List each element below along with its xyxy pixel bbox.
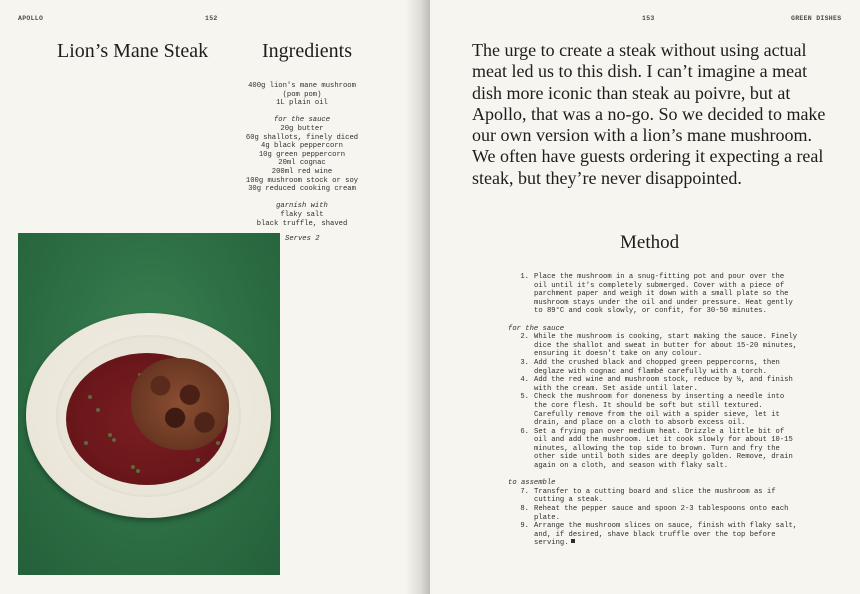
method-step: 8. Reheat the pepper sauce and spoon 2-3 tablespoons onto each plate.	[520, 505, 789, 522]
method-section-label: to assemble	[508, 479, 556, 488]
ingredient-section-label: garnish with	[276, 202, 328, 211]
ingredient-item: 10g green peppercorn	[258, 150, 346, 159]
method-step: 1. Place the mushroom in a snug-fitting pot and pour over the oil until it's completely submerged. Cover with a piece of parchment paper and weigh it down with a small plate so the mushroom stays under the oil and under pressure. Heat gently to 89°C and cook slowly, or confit, for 30-50 minutes.	[520, 273, 793, 316]
ingredient-section-label: for the sauce	[273, 116, 331, 125]
method-step: 3. Add the crushed black and chopped green peppercorns, then deglaze with cognac and flambé carefully with a torch.	[520, 358, 780, 376]
dish-photo	[18, 233, 280, 575]
mushroom-steak	[131, 358, 229, 450]
page-number-left: 152	[205, 15, 218, 22]
recipe-title: Lion’s Mane Steak	[57, 40, 209, 62]
running-head-left: APOLLO	[18, 15, 44, 22]
plate	[26, 313, 271, 518]
ingredient-item: 1L plain oil	[276, 99, 328, 108]
ingredient-item: 30g reduced cooking cream	[248, 185, 356, 194]
page-number-right: 153	[642, 15, 655, 22]
ingredients-heading: Ingredients	[262, 40, 352, 62]
ingredient-item: 400g lion's mane mushroom	[248, 82, 356, 90]
ingredients-list	[232, 82, 372, 228]
serves-label: Serves 2	[285, 235, 320, 243]
running-head-right: GREEN DISHES	[791, 15, 842, 22]
method-step: 5. Check the mushroom for doneness by inserting a needle into the core flesh. It should be soft but still textured. Carefully remove from the oil with a spider sieve, let it drain, and place on a cloth to absorb excess oil.	[520, 393, 785, 428]
method-heading: Method	[620, 232, 680, 253]
ingredient-item: 20ml cognac	[278, 159, 326, 168]
ingredient-item: 4g black peppercorn	[261, 142, 343, 151]
ingredient-item: 100g mushroom stock or soy	[245, 176, 359, 185]
ingredient-item: flaky salt	[280, 210, 324, 219]
ingredient-item: (pom pom)	[282, 90, 322, 99]
method-step: 2. While the mushroom is cooking, start making the sauce. Finely dice the shallot and sweat in butter for about 15-20 minutes, ensuring it doesn't take on any colour.	[520, 333, 798, 359]
method-step: 6. Set a frying pan over medium heat. Drizzle a little bit of oil and add the mushroom. Let it cook slowly for about 10-15 minutes, allowing the top side to brown. Turn and fry the other side until both sides are deeply golden. Remove, drain again on a cloth, and season with flaky salt.	[520, 427, 793, 471]
method-step: 9. Arrange the mushroom slices on sauce, finish with flaky salt, and, if desired, shave black truffle over the top before serving.	[520, 522, 798, 548]
intro-paragraph: The urge to create a steak without using actual meat led us to this dish. I can’t imagine a meat dish more iconic than steak au poivre, but at Apollo, that was a no-go. So we decided to make our own version with a lion’s mane mushroom. We often have guests ordering it expecting a real steak, but they’re never disappointed.	[472, 40, 826, 188]
ingredient-item: 200ml red wine	[271, 167, 333, 176]
ingredient-item: 60g shallots, finely diced	[245, 133, 359, 142]
method-list	[508, 273, 798, 548]
method-step: 7. Transfer to a cutting board and slice the mushroom as if cutting a steak.	[520, 487, 776, 505]
ingredient-item: black truffle, shaved	[256, 219, 348, 228]
ingredient-item: 20g butter	[280, 124, 324, 133]
method-section-label: for the sauce	[508, 324, 565, 333]
method-step: 4. Add the red wine and mushroom stock, reduce by ½, and finish with the cream. Set aside until later.	[520, 376, 793, 393]
end-mark-icon	[571, 539, 575, 543]
